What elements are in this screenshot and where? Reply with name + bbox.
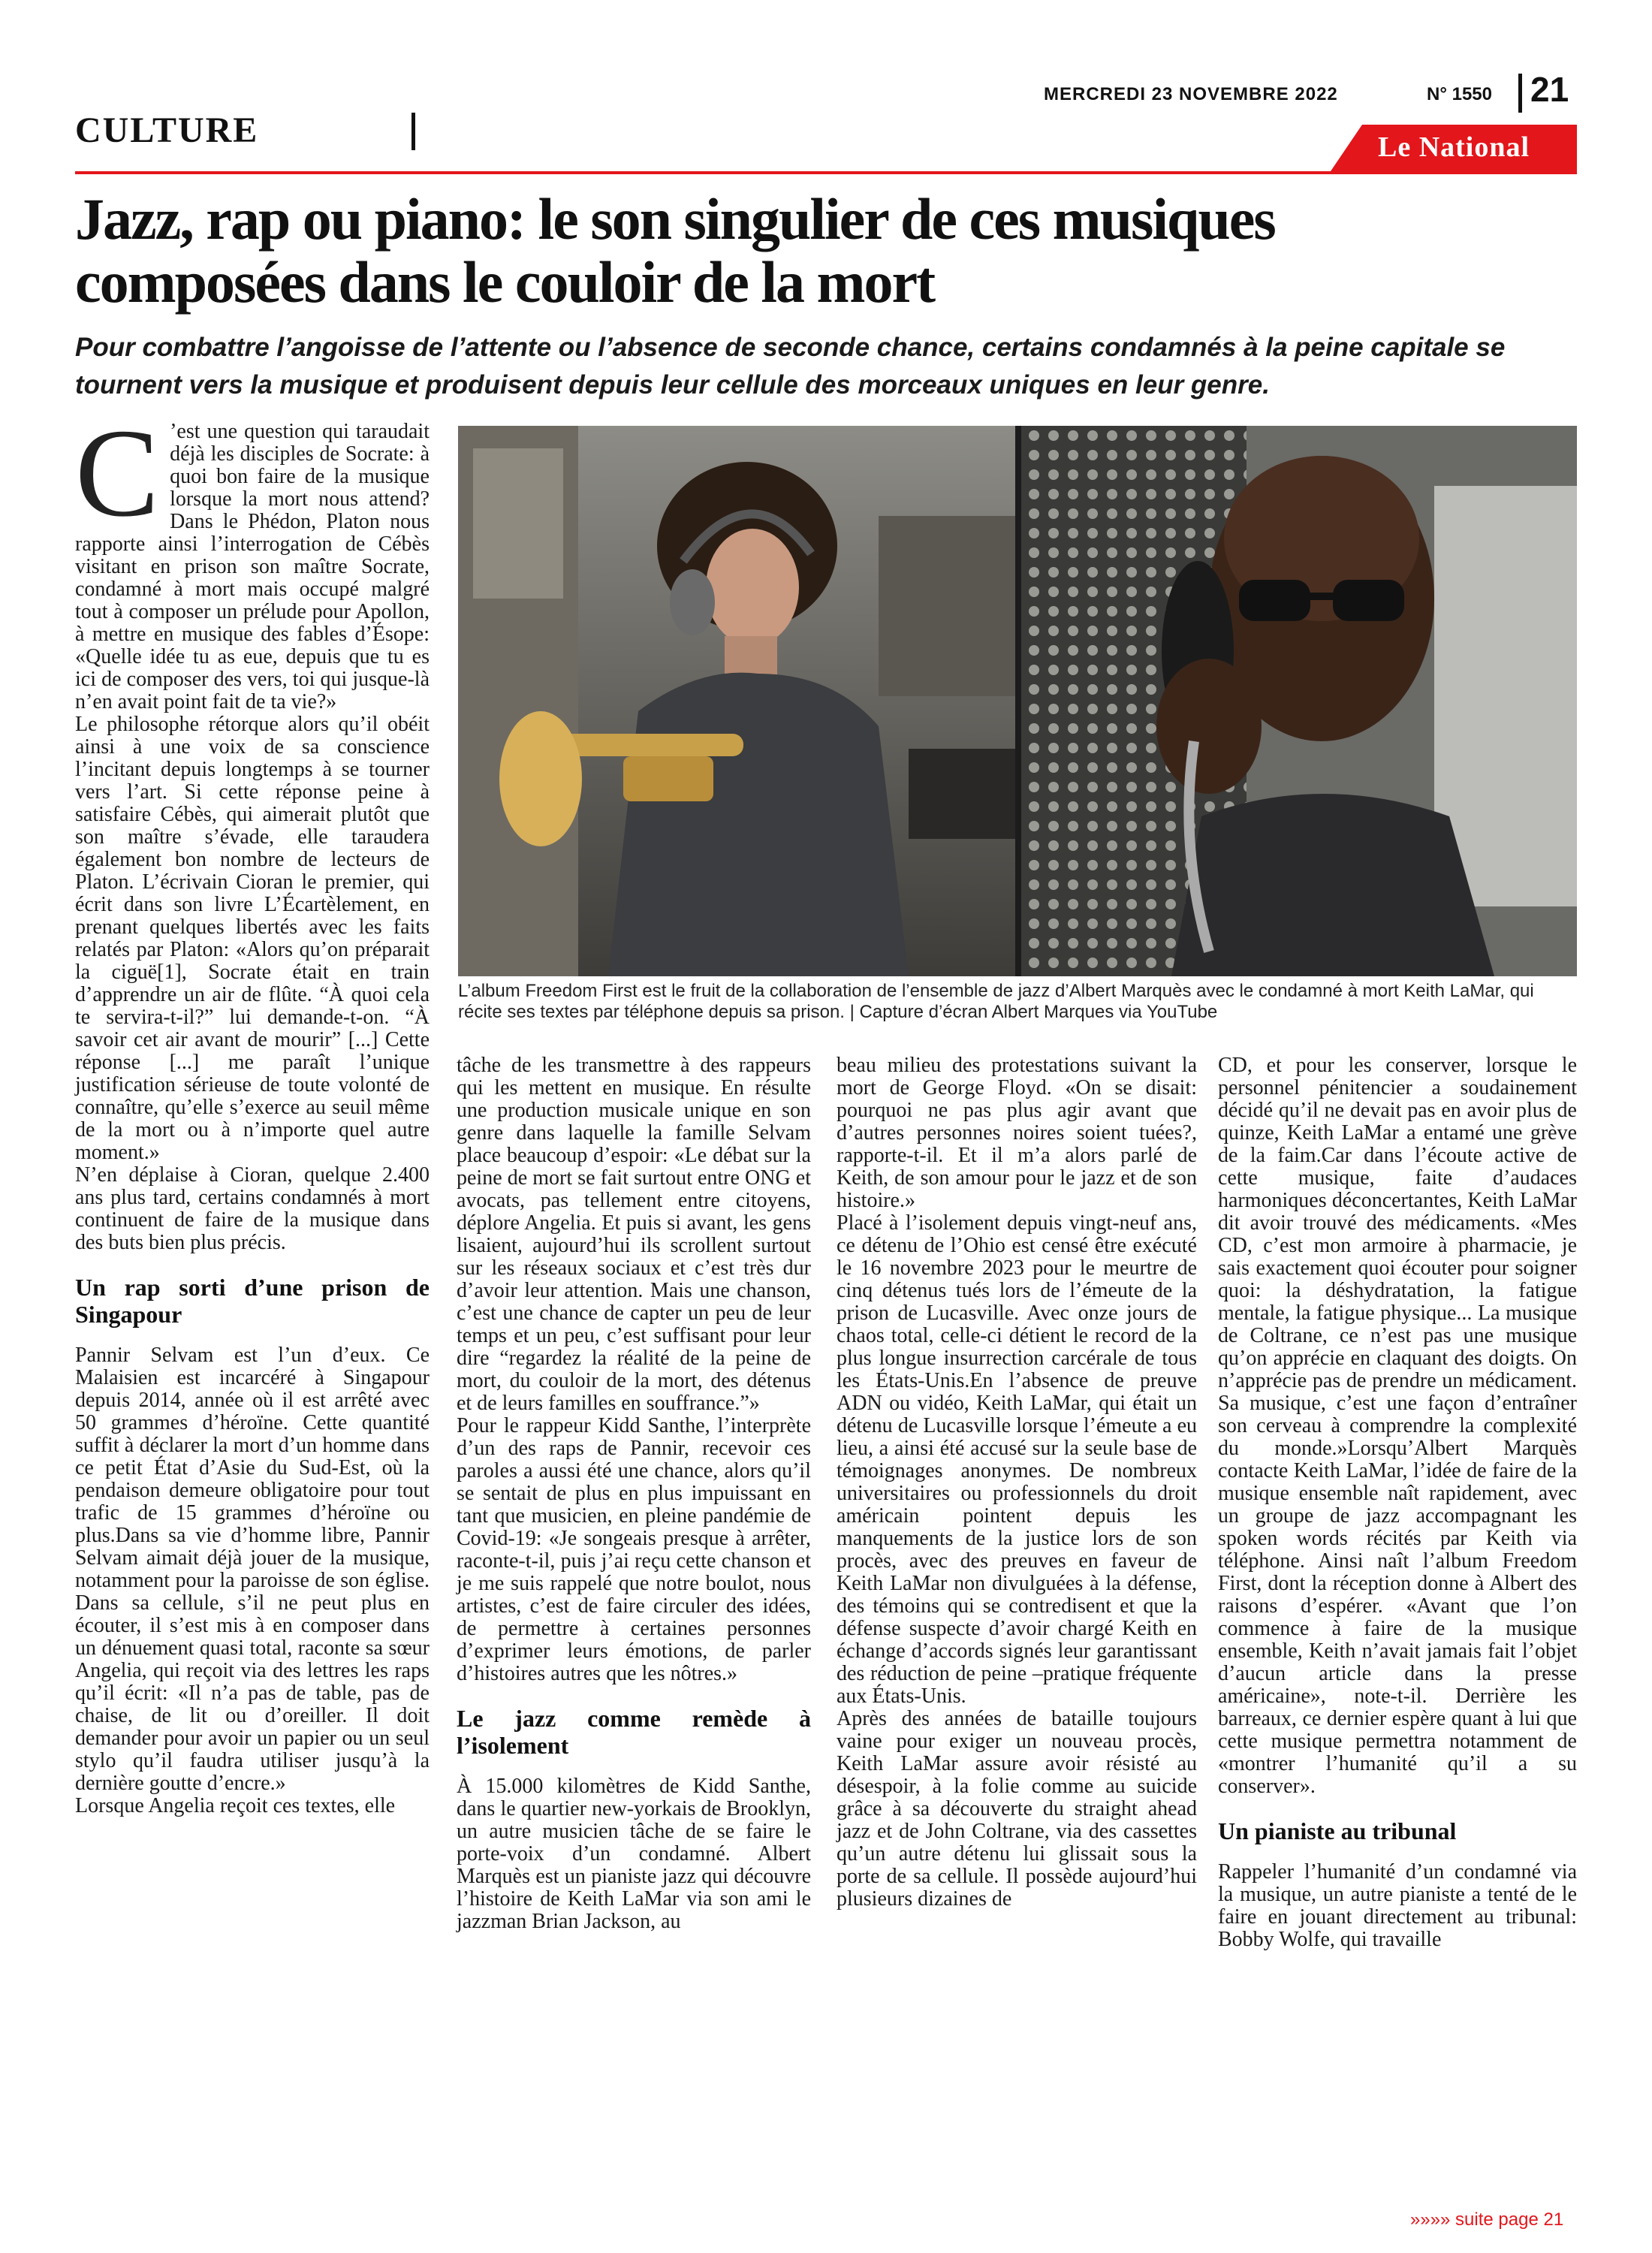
article-column-4 — [1218, 1054, 1577, 1951]
article-column-2 — [457, 1054, 811, 1933]
section-divider — [411, 113, 415, 150]
article-lead: Pour combattre l’angoisse de l’attente ou l’absence de seconde chance, certains condamnés à la peine capitale se tournent vers la musique et produisent depuis leur cellule des morceaux uniques en leur genre. — [75, 333, 1506, 400]
section-label: CULTURE — [75, 110, 259, 150]
paragraph: Pour le rappeur Kidd Santhe, l’interprète d’un des raps de Pannir, recevoir ces paroles a aussi été une chance, alors qu’il se sentait de plus en plus impuissant en tant que musicien, en pleine pandémie de Covid-19: «Je songeais presque à arrêter, raconte-t-il, puis j’ai reçu cette chanson et je me suis rappelé que notre boulot, nous artistes, c’est de faire circuler des idées, de permettre à certaines personnes d’exprimer leurs émotions, de parler d’histoires autres que les nôtres.» — [457, 1414, 811, 1685]
paragraph: Placé à l’isolement depuis vingt-neuf ans, ce détenu de l’Ohio est censé être exécuté le 16 novembre 2023 pour le meurtre de cinq détenus tués lors de l’émeute de la prison de Lucasville. Avec onze jours de chaos total, celle-ci détient le record de la plus longue insurrection carcérale de tous les États-Unis.En l’absence de preuve ADN ou vidéo, Keith LaMar, qui était un détenu de Lucasville lorsque l’émeute a eu lieu, a ainsi été accusé sur la seule base de témoignages anonymes. De nombreux universitaires ou professionnels du droit américain pointent depuis les manquements de la justice lors de son procès, avec des preuves en faveur de Keith LaMar non divulguées à la défense, des témoins qui se contredisent et que la défense suspecte d’avoir chargé Keith en échange d’accords signés leur garantissant des réduction de peine –pratique fréquente aux États-Unis. — [837, 1211, 1197, 1708]
paragraph: C ’est une question qui taraudait déjà les disciples de Socrate: à quoi bon faire de la musique lorsque la mort nous attend? Dans le Phédon, Platon nous rapporte ainsi l’interrogation de Cébès visitant en prison son maître Socrate, condamné à mort mais occupé malgré tout à composer un prélude pour Apollon, à mettre en musique des fables d’Ésope: «Quelle idée tu as eue, depuis que tu es ici de composer des vers, toi qui jusque-là n’en avait point fait de ta vie?» — [75, 403, 430, 713]
brand-name: Le National — [1378, 131, 1530, 163]
dateline: MERCREDI 23 NOVEMBRE 2022 — [1044, 84, 1338, 104]
drop-cap: C — [75, 403, 160, 543]
page-divider — [1518, 74, 1522, 113]
issue-number: N° 1550 — [1427, 84, 1492, 104]
paragraph: tâche de les transmettre à des rappeurs qui les mettent en musique. En résulte une production musicale unique en son genre dans laquelle la famille Selvam place beaucoup d’espoir: «Le débat sur la peine de mort se fait surtout entre ONG et avocats, pas tellement entre citoyens, déplore Angelia. Et puis si avant, les gens lisaient, aujourd’hui ils scrollent surtout sur les réseaux sociaux et c’est très dur d’avoir leur attention. Mais une chanson, c’est une chance de capter un peu de leur temps et un peu, c’est suffisant pour leur dire “regardez la réalité de la peine de mort, du couloir de la mort, des détenus et de leurs familles en souffrance.”» — [457, 1054, 811, 1415]
continued-link[interactable]: »»»» suite page 21 — [1410, 2209, 1564, 2230]
photo-caption: L’album Freedom First est le fruit de la collaboration de l’ensemble de jazz d’Albert Marquès avec le condamné à mort Keith LaMar, qui récite ses textes par téléphone depuis sa prison. | Capture d’écran Albert Marques via YouTube — [458, 981, 1534, 1022]
paragraph: Pannir Selvam est l’un d’eux. Ce Malaisien est incarcéré à Singapour depuis 2014, année où il est arrêté avec 50 grammes d’héroïne. Cette quantité suffit à déclarer la mort d’un homme dans ce petit État d’Asie du Sud-Est, où la pendaison demeure obligatoire pour tout trafic de 15 grammes d’héroïne ou plus.Dans sa vie d’homme libre, Pannir Selvam aimait déjà jouer de la musique, notamment pour la paroisse de son église. Dans sa cellule, s’il ne peut plus en écouter, il s’est mis à en composer dans un dénuement quasi total, raconte sa sœur Angelia, qui reçoit via des lettres les raps qu’il écrit: «Il n’a pas de table, pas de chaise, de lit ou d’oreiller. Il doit demander pour avoir un papier ou un seul stylo qu’il faudra utiliser jusqu’à la dernière goutte d’encre.» — [75, 1344, 430, 1795]
paragraph: Le philosophe rétorque alors qu’il obéit ainsi à une voix de sa conscience l’incitant depuis longtemps à se tourner vers l’art. Si cette réponse peine à satisfaire Cébès, qui aimerait plutôt que son maître s’évade, elle taraudera également bon nombre de lecteurs de Platon. L’écrivain Cioran le premier, qui écrit dans son livre L’Écartèlement, en prenant quelques libertés avec les faits relatés par Platon: «Alors qu’on préparait la ciguë[1], Socrate était en train d’apprendre un air de flûte. “À quoi cela te servira-t-il?” lui demande-t-on. “À savoir cet air avant de mourir” [...] Cette réponse [...] me paraît l’unique justification sérieuse de toute volonté de connaître, qu’elle s’exerce au seuil même de la mort ou à n’importe quel autre moment.» — [75, 713, 430, 1164]
paragraph: CD, et pour les conserver, lorsque le personnel pénitencier a soudainement décidé qu’il ne devait pas en avoir plus de quinze, Keith LaMar a entamé une grève de la faim.Car dans l’écoute active de cette musique, faite d’audaces harmoniques déconcertantes, Keith LaMar dit avoir trouvé des médicaments. «Mes CD, c’est mon armoire à pharmacie, je sais exactement quoi écouter pour soigner quoi: la déshydratation, la fatigue mentale, la fatigue physique... La musique de Coltrane, ce n’est pas une musique qu’on apprécie en claquant des doigts. On n’apprécie pas de prendre un médicament. Sa musique, c’est une façon d’entraîner son cerveau à comprendre la complexité du monde.»Lorsqu’Albert Marquès contacte Keith LaMar, l’idée de faire de la musique ensemble naît rapidement, avec un groupe de jazz accompagnant les spoken words récités par Keith via téléphone. Ainsi naît l’album Freedom First, dont la réception donne à Albert des raisons d’espérer. «Avant que l’on commence à faire de la musique ensemble, Keith n’avait jamais fait l’objet d’aucun article dans la presse américaine», note-t-il. Derrière les barreaux, ce dernier espère quant à lui que cette musique permettra notamment de «montrer l’humanité qu’il a su conserver». — [1218, 1054, 1577, 1798]
article-headline: Jazz, rap ou piano: le son singulier de ces musiques composées dans le couloir de la mort — [75, 186, 1275, 315]
paragraph: beau milieu des protestations suivant la mort de George Floyd. «On se disait: pourquoi ne pas plus agir avant que d’autres personnes noires soient tuées?, rapporte-t-il. Et il m’a alors parlé de Keith, de son amour pour le jazz et de son histoire.» — [837, 1054, 1197, 1212]
article-column-3 — [837, 1054, 1197, 1911]
article-photo — [458, 426, 1577, 976]
paragraph: Rappeler l’humanité d’un condamné via la musique, un autre pianiste a tenté de le faire en jouant directement au tribunal: Bobby Wolfe, qui travaille — [1218, 1860, 1577, 1951]
paragraph: N’en déplaise à Cioran, quelque 2.400 ans plus tard, certains condamnés à mort continuent de faire de la musique dans des buts bien plus précis. — [75, 1163, 430, 1254]
subheading: Un rap sorti d’une prison de Singapour — [75, 1274, 430, 1328]
page-number: 21 — [1530, 70, 1569, 109]
subheading: Un pianiste au tribunal — [1218, 1817, 1457, 1844]
paragraph: À 15.000 kilomètres de Kidd Santhe, dans le quartier new-yorkais de Brooklyn, un autre musicien tâche de se faire le porte-voix d’un condamné. Albert Marquès est un pianiste jazz qui découvre l’histoire de Keith LaMar via son ami le jazzman Brian Jackson, au — [457, 1775, 811, 1933]
article-column-1 — [75, 403, 430, 1817]
header-rule — [75, 171, 1577, 174]
paragraph: Lorsque Angelia reçoit ces textes, elle — [75, 1794, 396, 1817]
subheading: Le jazz comme remède à l’isolement — [457, 1705, 811, 1759]
paragraph: Après des années de bataille toujours vaine pour exiger un nouveau procès, Keith LaMar assure avoir résisté au désespoir, à la folie comme au suicide grâce à sa découverte du straight ahead jazz et de John Coltrane, via des cassettes qu’un autre détenu lui glissait sous la porte de sa cellule. Il possède aujourd’hui plusieurs dizaines de — [837, 1707, 1197, 1911]
